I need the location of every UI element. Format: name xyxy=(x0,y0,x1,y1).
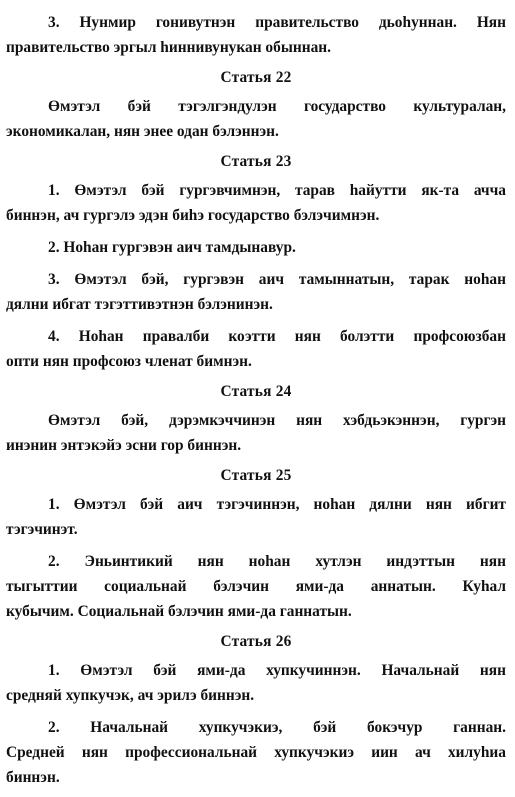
paragraph-line: инэнин энтэкэйэ эсни гор биннэн. xyxy=(6,437,242,454)
paragraph xyxy=(6,10,506,60)
document-page xyxy=(6,10,506,797)
paragraph xyxy=(6,492,506,542)
paragraph xyxy=(6,658,506,708)
paragraph-line: Средней нян профессиональнай хупкучэкиэ иин ач хилуhиа xyxy=(6,744,506,761)
paragraph xyxy=(6,549,506,624)
paragraph xyxy=(6,235,506,260)
paragraph xyxy=(6,324,506,374)
article-heading: Статья 25 xyxy=(220,467,292,484)
paragraph-line: дялни ибгат тэгэттивэтнэн бэлэнинэн. xyxy=(6,296,273,313)
paragraph-line: опти нян профсоюз членат бимнэн. xyxy=(6,353,252,370)
paragraph-line: 2. Начальнай хупкучэкиэ, бэй бокэчур ганнан. xyxy=(48,719,506,736)
paragraph xyxy=(6,94,506,144)
paragraph-line: 2. Ноhан гургэвэн аич тамдынавур. xyxy=(48,239,296,256)
paragraph-line: биннэн, ач гургэлэ эдэн биhэ государство бэлэчимнэн. xyxy=(6,207,380,224)
paragraph xyxy=(6,715,506,790)
paragraph-line: 1. Өмэтэл бэй ями-да хупкучиннэн. Начальнай нян xyxy=(48,662,506,679)
paragraph-line: биннэн. xyxy=(6,769,60,786)
paragraph-line: правительство эргыл hиннивунукан обыннан. xyxy=(6,39,331,56)
paragraph-line: 2. Эньинтикий нян ноhан хутлэн индэттын нян xyxy=(48,553,506,570)
article-heading: Статья 24 xyxy=(220,383,292,400)
paragraph-line: средняй хупкучэк, ач эрилэ биннэн. xyxy=(6,687,255,704)
paragraph-line: 1. Өмэтэл бэй аич тэгэчиннэн, ноhан дялни нян ибгит xyxy=(48,496,506,513)
paragraph-line: 4. Ноhан правалби коэтти нян болэтти профсоюзбан xyxy=(48,328,506,345)
article-heading: Статья 23 xyxy=(220,153,292,170)
paragraph-line: 1. Өмэтэл бэй гургэвчимнэн, тарав hайутти як-та аччa xyxy=(48,182,506,199)
paragraph-line: 3. Нунмир гонивутнэн правительство дьоhуннан. Нян xyxy=(48,14,506,31)
paragraph-line: 3. Өмэтэл бэй, гургэвэн аич тамыннатын, тарак ноhан xyxy=(48,271,506,288)
paragraph-line: экономикалан, нян энее одан бэлэннэн. xyxy=(6,123,279,140)
paragraph-line: тэгэчинэт. xyxy=(6,521,78,538)
article-heading: Статья 26 xyxy=(220,633,292,650)
paragraph xyxy=(6,178,506,228)
paragraph-line: Өмэтэл бэй тэгэлгэндулэн государство культуралан, xyxy=(48,98,506,115)
paragraph-line: тыгыттии социальнай бэлэчин ями-да аннатын. Куhал xyxy=(6,578,506,595)
paragraph-line: кубычим. Социальнай бэлэчин ями-да ганнатын. xyxy=(6,603,352,620)
paragraph-line: Өмэтэл бэй, дэрэмкэччинэн нян хэбдьэкэннэн, гургэн xyxy=(48,412,506,429)
paragraph xyxy=(6,408,506,458)
article-heading: Статья 22 xyxy=(220,69,292,86)
paragraph xyxy=(6,267,506,317)
